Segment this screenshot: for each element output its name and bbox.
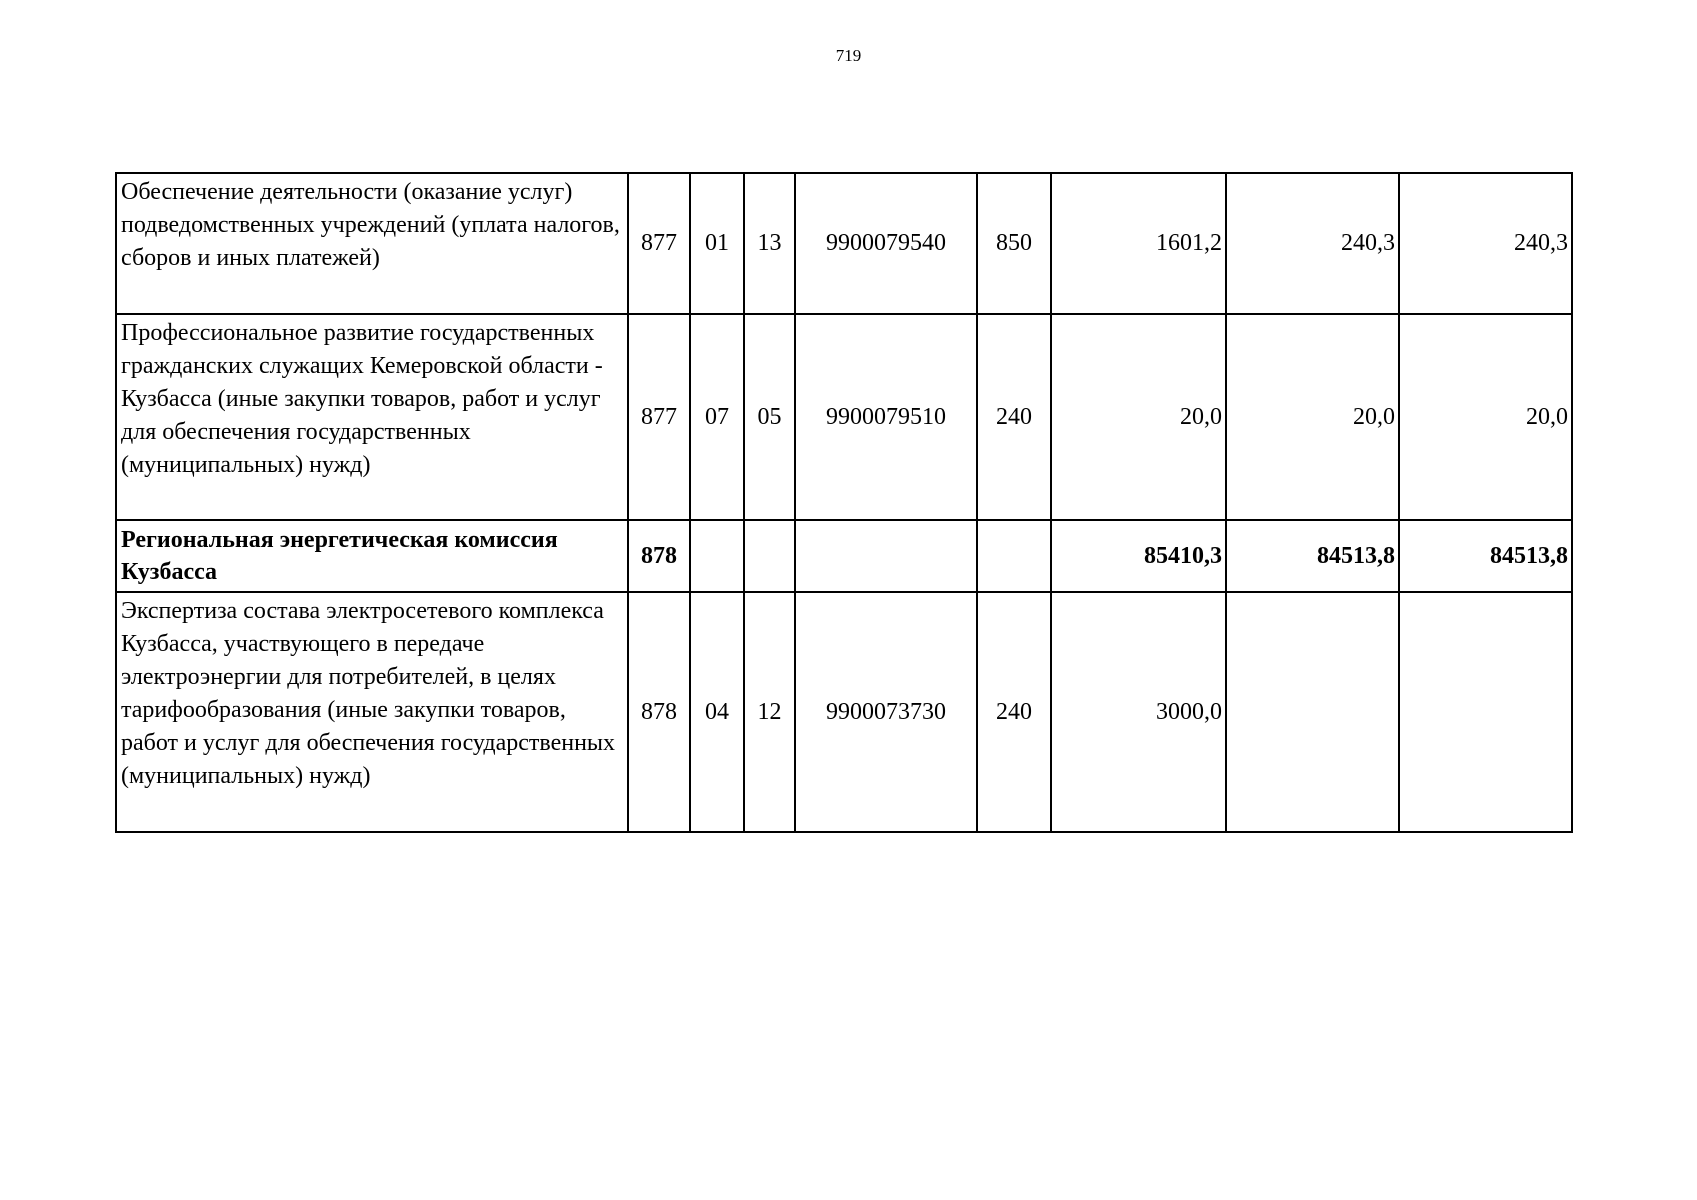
amount-year-2: 240,3 [1226,173,1399,314]
expense-type-code: 240 [977,592,1051,832]
section-code [690,520,744,592]
amount-year-1: 3000,0 [1051,592,1226,832]
amount-year-3 [1399,592,1572,832]
amount-year-3: 84513,8 [1399,520,1572,592]
target-article-code [795,520,977,592]
table-row [116,592,1572,832]
table-row [116,173,1572,314]
section-code: 07 [690,314,744,520]
subsection-code [744,520,795,592]
amount-year-1: 85410,3 [1051,520,1226,592]
ved-code: 877 [628,173,690,314]
row-name: Экспертиза состава электросетевого комплекса Кузбасса, участвующего в передаче электроэнергии для потребителей, в целях тарифообразования (иные закупки товаров, работ и услуг для обеспечения государственных (муниципальных) нужд) [116,592,628,832]
expense-type-code: 240 [977,314,1051,520]
subsection-code: 12 [744,592,795,832]
row-name: Региональная энергетическая комиссия Кузбасса [116,520,628,592]
table-row [116,314,1572,520]
amount-year-2 [1226,592,1399,832]
ved-code: 878 [628,520,690,592]
expense-type-code [977,520,1051,592]
row-name: Профессиональное развитие государственных гражданских служащих Кемеровской области - Кузбасса (иные закупки товаров, работ и услуг для обеспечения государственных (муниципальных) нужд) [116,314,628,520]
amount-year-3: 20,0 [1399,314,1572,520]
target-article-code: 9900079540 [795,173,977,314]
budget-table [115,172,1573,833]
section-code: 04 [690,592,744,832]
ved-code: 877 [628,314,690,520]
amount-year-3: 240,3 [1399,173,1572,314]
ved-code: 878 [628,592,690,832]
amount-year-1: 20,0 [1051,314,1226,520]
target-article-code: 9900079510 [795,314,977,520]
amount-year-2: 20,0 [1226,314,1399,520]
row-name: Обеспечение деятельности (оказание услуг) подведомственных учреждений (уплата налогов, сборов и иных платежей) [116,173,628,314]
section-code: 01 [690,173,744,314]
page-number: 719 [835,46,862,65]
table-row [116,520,1572,592]
target-article-code: 9900073730 [795,592,977,832]
subsection-code: 05 [744,314,795,520]
amount-year-2: 84513,8 [1226,520,1399,592]
amount-year-1: 1601,2 [1051,173,1226,314]
expense-type-code: 850 [977,173,1051,314]
subsection-code: 13 [744,173,795,314]
